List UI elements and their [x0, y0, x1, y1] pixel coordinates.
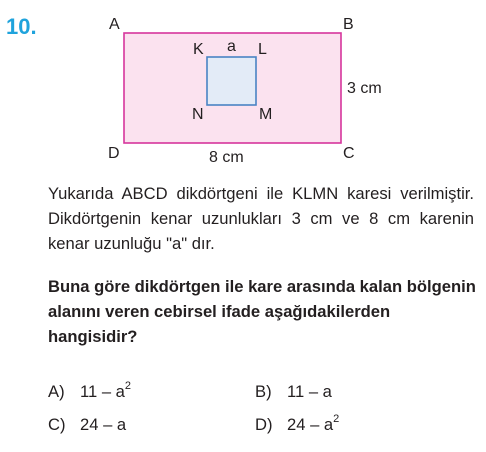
choice-b[interactable] [255, 382, 332, 402]
vertex-label-a: A [109, 16, 120, 33]
vertex-label-c: C [343, 145, 355, 162]
geometry-figure [0, 0, 486, 175]
vertex-label-b: B [343, 16, 354, 33]
choice-letter: D) [255, 415, 273, 434]
vertex-label-l: L [258, 41, 267, 58]
choice-expression: 24 – a [287, 415, 334, 434]
choice-letter: B) [255, 382, 272, 401]
choice-expression: 11 – a [287, 382, 332, 401]
choice-c[interactable] [48, 415, 126, 435]
choice-expression: 11 – a [80, 382, 125, 401]
height-label: 3 cm [347, 80, 382, 97]
choice-a[interactable] [48, 382, 131, 402]
vertex-label-k: K [193, 41, 204, 58]
width-label: 8 cm [209, 149, 244, 166]
question-prompt: Buna göre dikdörtgen ile kare arasında kalan bölgenin alanını veren cebirsel ifade aşağıdakilerden hangisidir? [48, 277, 476, 346]
choice-d[interactable] [255, 415, 339, 435]
vertex-label-n: N [192, 106, 204, 123]
vertex-label-m: M [259, 106, 273, 123]
choice-exponent: 2 [124, 380, 132, 393]
square-klmn [207, 57, 256, 105]
choice-letter: A) [48, 382, 65, 401]
square-side-label: a [227, 38, 236, 55]
question-number: 10. [6, 14, 37, 39]
choice-letter: C) [48, 415, 66, 434]
vertex-label-d: D [108, 145, 120, 162]
choice-expression: 24 – a [80, 415, 127, 434]
choice-exponent: 2 [333, 413, 340, 426]
question-description: Yukarıda ABCD dikdörtgeni ile KLMN karesi verilmiştir. Dikdörtgenin kenar uzunlukları 3 cm ve 8 cm karenin kenar uzunluğu "a" dır. [48, 184, 474, 253]
